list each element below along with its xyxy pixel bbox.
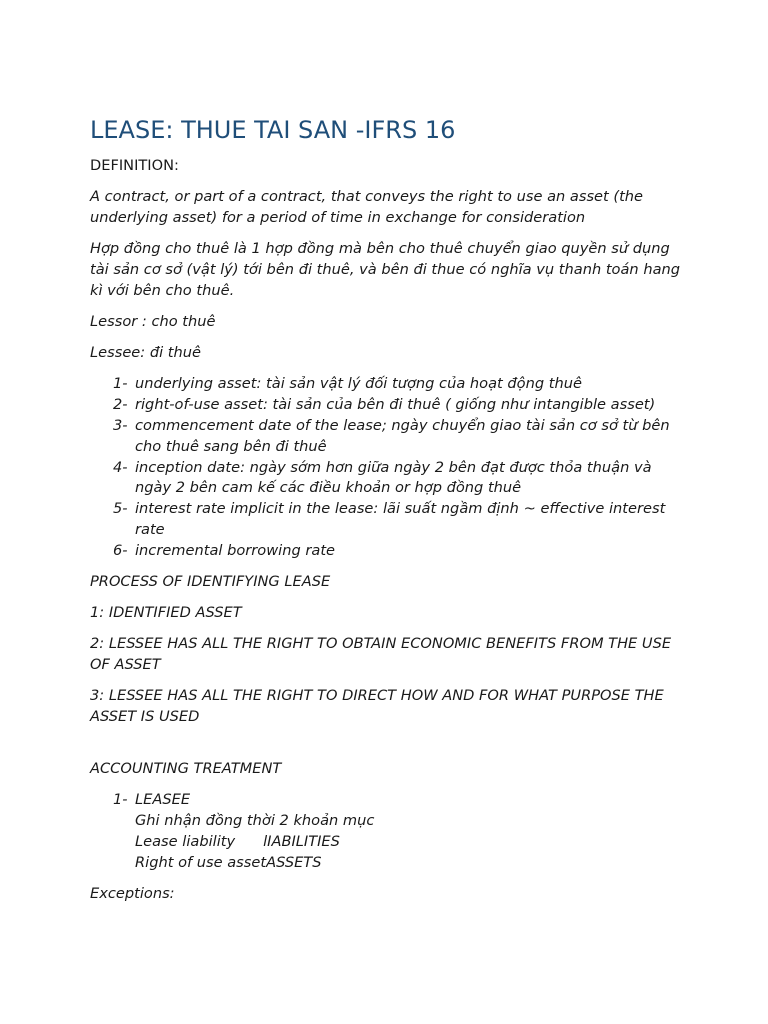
lessor-line: Lessor : cho thuê	[90, 312, 216, 330]
accounting-heading: ACCOUNTING TREATMENT	[90, 760, 282, 778]
blank-line	[90, 738, 690, 759]
list-item	[90, 499, 690, 541]
list-item-text: underlying asset: tài sản vật lý đối tượng của hoạt động thuê	[135, 375, 582, 393]
list-item	[90, 541, 690, 562]
lessee-label: LEASEE	[135, 791, 191, 809]
list-item-text: interest rate implicit in the lease: lãi suất ngầm định ~ effective interest rate	[135, 500, 666, 538]
lease-liability-line	[135, 832, 690, 853]
process-step: 1: IDENTIFIED ASSET	[90, 604, 242, 622]
recognition-line: Ghi nhận đồng thời 2 khoản mục	[135, 812, 375, 830]
list-item-text: right-of-use asset: tài sản của bên đi thuê ( giống như intangible asset)	[135, 396, 656, 414]
list-number: 4-	[113, 458, 128, 476]
lessee-line: Lessee: đi thuê	[90, 344, 201, 362]
process-step: 3: LESSEE HAS ALL THE RIGHT TO DIRECT HOW AND FOR WHAT PURPOSE THE ASSET IS USED	[90, 687, 664, 726]
right-of-use-line: Right of use assetASSETS	[135, 853, 322, 871]
page-title: LEASE: THUE TAI SAN -IFRS 16	[90, 116, 456, 144]
list-number: 5-	[113, 500, 128, 518]
list-number: 1-	[113, 375, 128, 393]
list-item-text: commencement date of the lease; ngày chuyển giao tài sản cơ sở từ bên cho thuê sang bên đi thuê	[135, 416, 670, 455]
definition-english: A contract, or part of a contract, that conveys the right to use an asset (the underlying asset) for a period of time in exchange for consideration	[90, 188, 644, 226]
list-item	[90, 374, 690, 395]
list-item-text: incremental borrowing rate	[135, 541, 336, 559]
definition-label: DEFINITION:	[90, 157, 179, 174]
list-item	[90, 395, 690, 416]
document-body	[90, 113, 690, 915]
list-number: 2-	[113, 396, 128, 414]
process-heading: PROCESS OF IDENTIFYING LEASE	[90, 572, 331, 590]
list-item	[90, 790, 690, 873]
list-item	[90, 458, 690, 500]
process-step: 2: LESSEE HAS ALL THE RIGHT TO OBTAIN ECONOMIC BENEFITS FROM THE USE OF ASSET	[90, 635, 672, 674]
list-number: 1-	[113, 791, 128, 809]
accounting-list	[90, 790, 690, 873]
exceptions-label: Exceptions:	[90, 884, 175, 902]
liabilities-text: lIABILITIES	[263, 832, 340, 850]
lease-liability-text: Lease liability	[135, 832, 236, 850]
definition-vietnamese: Hợp đồng cho thuê là 1 hợp đồng mà bên cho thuê chuyển giao quyền sử dụng tài sản cơ sở (vật lý) tới bên đi thuê, và bên đi thue có nghĩa vụ thanh toán hang kì với bên cho thuê.	[90, 240, 681, 299]
list-number: 6-	[113, 541, 128, 559]
list-item-text: inception date: ngày sớm hơn giữa ngày 2 bên đạt được thỏa thuận và ngày 2 bên cam kế các điều khoản or hợp đồng thuê	[135, 458, 652, 497]
list-number: 3-	[113, 416, 128, 434]
list-item	[90, 416, 690, 458]
terms-list	[90, 374, 690, 561]
